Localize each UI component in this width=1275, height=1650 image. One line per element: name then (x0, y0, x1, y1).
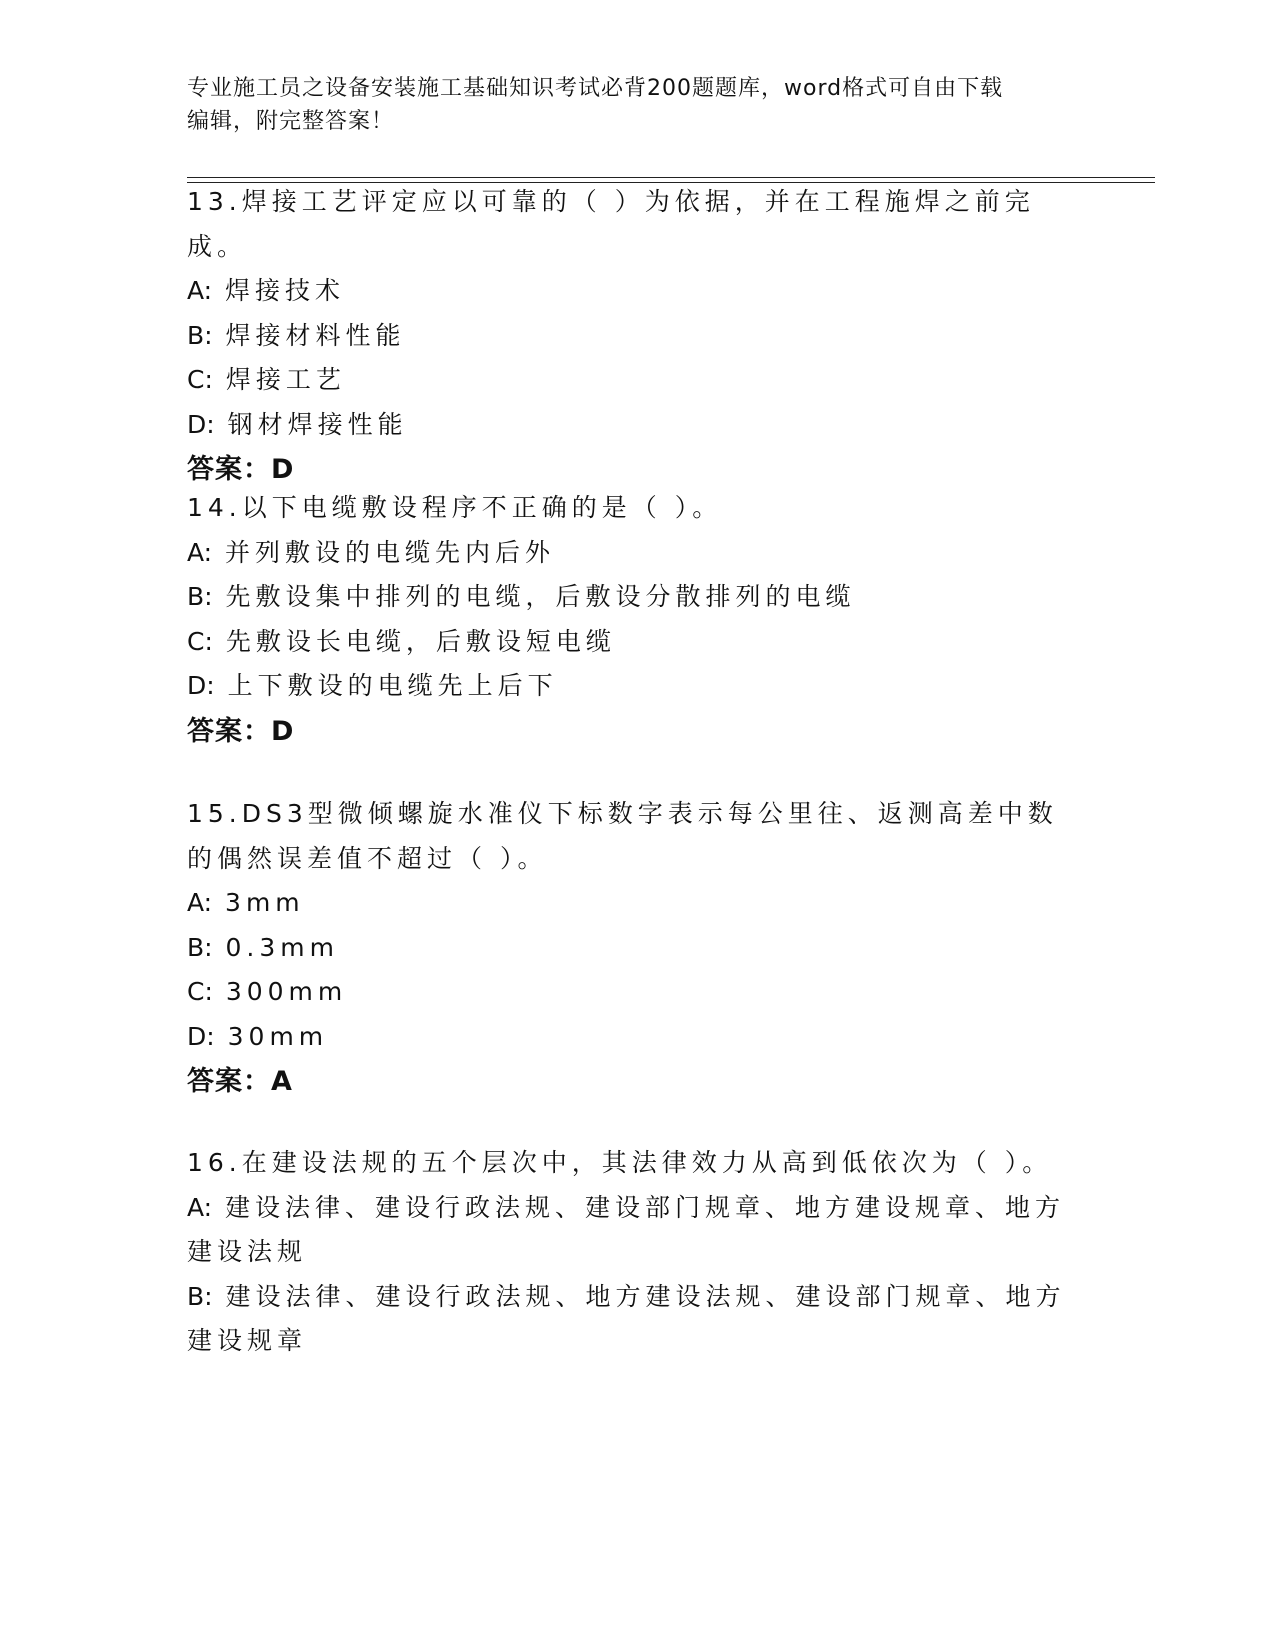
question-text: 15.DS3型微倾螺旋水准仪下标数字表示每公里往、返测高差中数的偶然误差值不超过（ ）。 (187, 799, 1058, 873)
document-header (187, 72, 1067, 138)
option-c: C: 焊接工艺 (187, 365, 346, 394)
answer-value: A (271, 1066, 293, 1097)
answer-value: D (271, 715, 295, 747)
option-d: D: 钢材焊接性能 (187, 409, 408, 439)
question-13 (187, 180, 1087, 492)
option-a: A: 并列敷设的电缆先内后外 (187, 537, 556, 567)
option-d: D: 30mm (187, 1021, 329, 1051)
option-a: A: 焊接技术 (187, 276, 346, 305)
option-c: C: 300mm (187, 977, 348, 1006)
header-divider-top (187, 177, 1155, 178)
option-b: B: 焊接材料性能 (187, 320, 406, 350)
option-b: B: 建设法律、建设行政法规、地方建设法规、建设部门规章、地方建设规章 (187, 1281, 1066, 1355)
question-text: 14.以下电缆敷设程序不正确的是（ ）。 (187, 493, 723, 522)
answer: 答案：D (187, 454, 295, 485)
option-c: C: 先敷设长电缆，后敷设短电缆 (187, 626, 616, 656)
answer-value: D (271, 454, 295, 485)
question-14 (187, 486, 1087, 754)
header-line-1: 专业施工员之设备安装施工基础知识考试必背200题题库，word格式可自由下载 (187, 76, 1004, 101)
question-text: 16.在建设法规的五个层次中，其法律效力从高到低依次为（ ）。 (187, 1148, 1053, 1177)
answer: 答案：A (187, 1066, 293, 1097)
question-15 (187, 792, 1087, 1104)
option-a: A: 建设法律、建设行政法规、建设部门规章、地方建设规章、地方建设法规 (187, 1192, 1066, 1266)
option-b: B: 先敷设集中排列的电缆，后敷设分散排列的电缆 (187, 582, 856, 611)
option-d: D: 上下敷设的电缆先上后下 (187, 671, 558, 700)
answer: 答案：D (187, 715, 295, 747)
question-16 (187, 1141, 1087, 1364)
option-a: A: 3mm (187, 888, 305, 917)
header-line-2: 编辑，附完整答案！ (187, 109, 395, 134)
option-b: B: 0.3mm (187, 932, 339, 962)
question-text: 13.焊接工艺评定应以可靠的（ ）为依据，并在工程施焊之前完成。 (187, 187, 1035, 261)
